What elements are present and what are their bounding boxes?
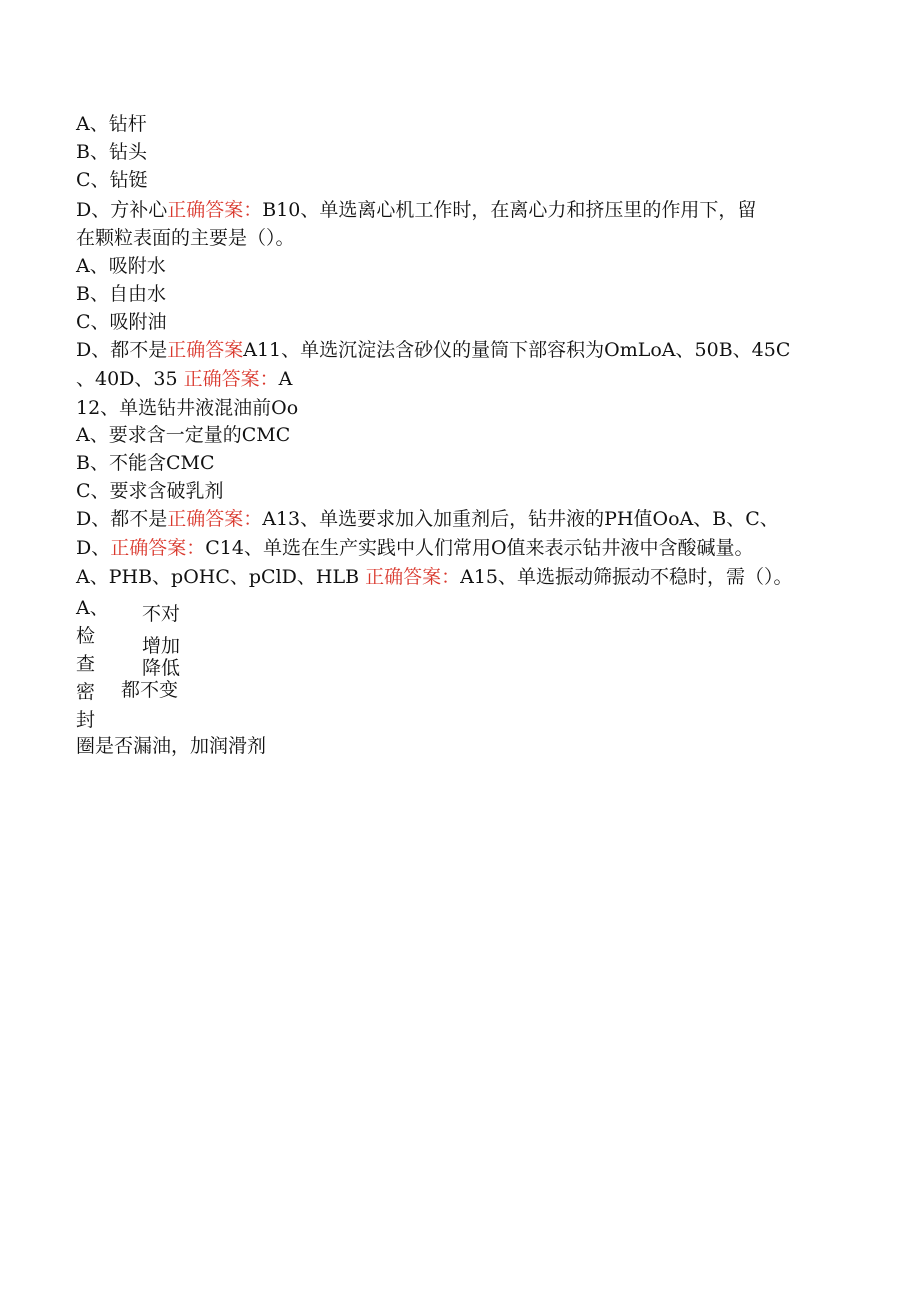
- answer-label: 正确答案: [167, 339, 244, 361]
- option-c-adsorbed-oil: C、吸附油: [76, 311, 167, 333]
- vertical-option-a: [76, 594, 109, 734]
- vertical-char: A、: [76, 597, 109, 619]
- answer-label: 正确答案：: [167, 508, 263, 530]
- question-12-line: 12、单选钻井液混油前Oo: [76, 397, 299, 419]
- question-15-line: [76, 563, 850, 591]
- options-text: A、PHB、pOHC、pClD、HLB: [76, 566, 360, 588]
- option-a-continuation: 圈是否漏油，加润滑剂: [76, 735, 267, 757]
- answer-value: A: [278, 368, 293, 390]
- answer-label: 正确答案：: [110, 537, 206, 559]
- question-10-line: [76, 196, 850, 224]
- option-a-cmc: A、要求含一定量的CMC: [76, 424, 291, 446]
- option-b-free-water: B、自由水: [76, 283, 166, 305]
- option-budui: 不对: [142, 603, 181, 625]
- vertical-char: 检: [76, 625, 96, 647]
- option-a-drill-pipe: A、钻杆: [76, 113, 147, 135]
- answer-label: 正确答案：: [365, 566, 461, 588]
- question-text: A15、单选振动筛振动不稳时，需（）。: [460, 566, 793, 588]
- option-c-drill-collar: C、钻铤: [76, 169, 148, 191]
- option-jiangdi: 降低: [142, 657, 181, 679]
- vertical-char: 封: [76, 709, 96, 731]
- option-d-text: D、: [76, 537, 111, 559]
- option-d-text: D、都不是: [76, 508, 168, 530]
- vertical-char: 密: [76, 681, 96, 703]
- question-11-continuation: [76, 365, 850, 393]
- answer-label: 正确答案：: [167, 199, 263, 221]
- options-text: 、40D、35: [76, 368, 178, 390]
- vertical-char: 查: [76, 653, 96, 675]
- option-b-no-cmc: B、不能含CMC: [76, 452, 215, 474]
- question-10-continuation: 在颗粒表面的主要是（）。: [76, 227, 295, 249]
- option-a-adsorbed-water: A、吸附水: [76, 255, 166, 277]
- answer-label: 正确答案：: [183, 368, 279, 390]
- option-d-text: D、方补心: [76, 199, 168, 221]
- option-doububian: 都不变: [121, 679, 179, 701]
- question-text: A13、单选要求加入加重剂后，钻井液的PH值OoA、B、C、: [262, 508, 779, 530]
- option-d-text: D、都不是: [76, 339, 168, 361]
- question-text: B10、单选离心机工作时，在离心力和挤压里的作用下，留: [262, 199, 757, 221]
- question-11-line: [76, 336, 850, 364]
- option-c-demulsifier: C、要求含破乳剂: [76, 480, 224, 502]
- option-zengjia: 增加: [142, 635, 181, 657]
- question-text: A11、单选沉淀法含砂仪的量筒下部容积为OmLoA、50B、45C: [243, 339, 791, 361]
- option-b-drill-bit: B、钻头: [76, 141, 147, 163]
- question-text: C14、单选在生产实践中人们常用O值来表示钻井液中含酸碱量。: [205, 537, 754, 559]
- question-13-line: [76, 505, 850, 533]
- question-14-line: [76, 534, 850, 562]
